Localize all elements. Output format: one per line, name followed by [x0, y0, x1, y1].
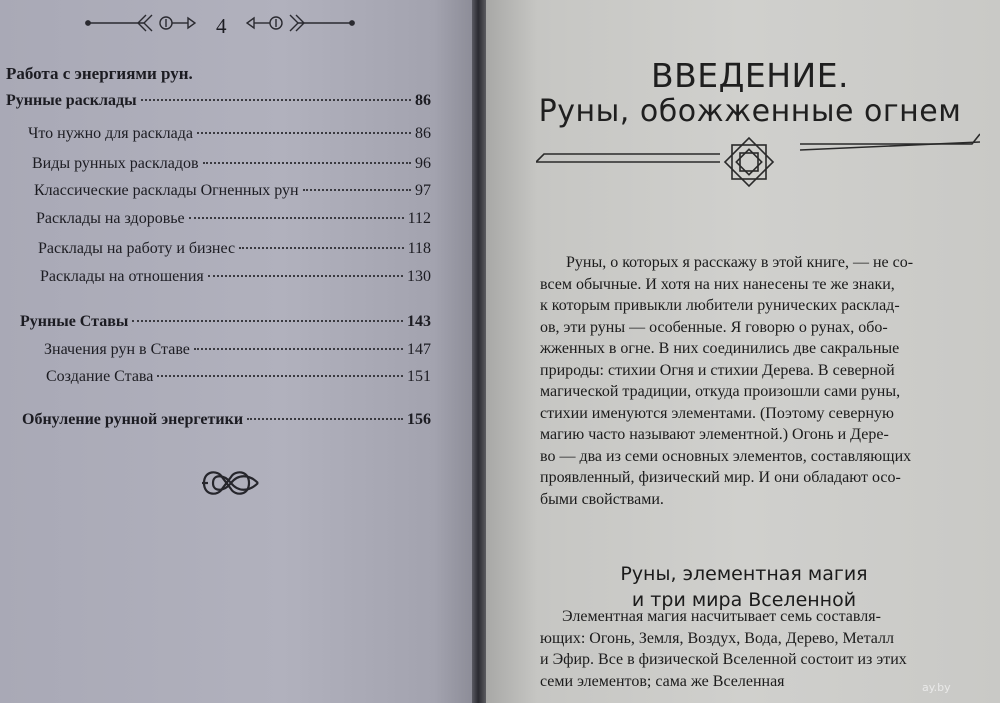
text-line: семи элементов; сама же Вселенная: [540, 672, 785, 690]
intro-paragraph: [540, 252, 976, 510]
toc-entry[interactable]: [36, 210, 431, 228]
toc-entry-label: Расклады на здоровье: [36, 210, 185, 227]
toc-entry-label: Обнуление рунной энергетики: [22, 411, 244, 428]
toc-leader-dots: [303, 189, 411, 191]
toc-section-heading: Работа с энергиями рун.: [6, 64, 193, 83]
text-line: природы: стихии Огня и стихии Дерева. В северной: [540, 361, 895, 379]
toc-entry-label: Создание Става: [46, 368, 154, 385]
toc-entry-page: 118: [407, 240, 431, 257]
elements-paragraph: [540, 606, 970, 692]
chapter-title-line2: Руны, обожженные огнем: [538, 94, 962, 129]
title-divider-ornament: [536, 132, 980, 190]
toc-entry-page: 156: [407, 411, 431, 428]
toc-leader-dots: [157, 375, 403, 377]
toc-entry-page: 151: [407, 368, 431, 385]
toc-entry[interactable]: [6, 92, 431, 110]
toc-entry[interactable]: [44, 341, 431, 359]
toc-entry-page: 130: [407, 268, 431, 285]
section-subheading-line2: и три мира Вселенной: [631, 589, 857, 611]
toc-entry-label: Расклады на отношения: [40, 268, 204, 285]
toc-leader-dots: [208, 275, 403, 277]
toc-entry[interactable]: [32, 155, 431, 173]
text-line: магической традиции, откуда произошли сами руны,: [540, 383, 901, 400]
text-line: Элементная магия насчитывает семь составля-: [562, 608, 881, 625]
toc-entry-page: 86: [415, 92, 431, 109]
header-arrow-ornament-right: [246, 12, 356, 34]
text-line: ов, эти руны — особенные. Я говорю о рунах, обо-: [540, 318, 888, 336]
text-line: и Эфир. Все в физической Вселенной состоит из этих: [540, 651, 907, 668]
toc-leader-dots: [132, 320, 403, 322]
watermark: ay.by: [922, 681, 951, 694]
text-line: жженных в огне. В них соединились две сакральные: [540, 340, 900, 357]
left-page: [0, 0, 472, 703]
toc-leader-dots: [197, 132, 411, 134]
text-line: стихии именуются элементами. (Поэтому северную: [540, 404, 894, 422]
text-line: магию часто называют элементной.) Огонь и Дере-: [540, 426, 889, 443]
toc-entry[interactable]: [38, 240, 431, 258]
section-subheading-line1: Руны, элементная магия: [620, 563, 868, 585]
toc-entry[interactable]: [34, 182, 431, 200]
toc-leader-dots: [203, 162, 411, 164]
toc-entry-page: 143: [407, 313, 431, 330]
toc-entry-label: Виды рунных раскладов: [32, 155, 199, 172]
toc-entry-label: Расклады на работу и бизнес: [38, 240, 236, 257]
toc-entry-label: Рунные расклады: [6, 92, 137, 109]
toc-entry-page: 96: [415, 155, 431, 172]
text-line: проявленный, физический мир. И они обладают осо-: [540, 469, 901, 486]
text-line: к которым привыкли любители рунических расклад-: [540, 297, 900, 314]
toc-entry[interactable]: [28, 125, 431, 143]
toc-entry-label: Классические расклады Огненных рун: [34, 182, 299, 199]
toc-entry[interactable]: [20, 313, 431, 331]
text-line: Руны, о которых я расскажу в этой книге, — не со-: [566, 254, 914, 271]
toc-entry[interactable]: [46, 368, 431, 386]
toc-entry[interactable]: [22, 411, 431, 429]
toc-entry-page: 86: [415, 125, 431, 142]
toc-entry-label: Рунные Ставы: [20, 313, 129, 330]
header-arrow-ornament-left: [84, 12, 196, 34]
text-line: всем обычные. И хотя на них нанесены те же знаки,: [540, 275, 895, 293]
celtic-knot-icon: [200, 466, 262, 500]
chapter-title-line1: ВВЕДЕНИЕ.: [650, 56, 850, 95]
toc-leader-dots: [194, 348, 403, 350]
toc-entry-page: 112: [407, 210, 431, 227]
toc-leader-dots: [189, 217, 404, 219]
toc-leader-dots: [247, 418, 403, 420]
toc-leader-dots: [141, 99, 411, 101]
toc-entry-page: 97: [415, 182, 431, 199]
text-line: ющих: Огонь, Земля, Воздух, Вода, Дерево, Металл: [540, 629, 895, 647]
text-line: быми свойствами.: [540, 490, 664, 508]
page-number: 4: [216, 14, 227, 38]
text-line: во — два из семи основных элементов, составляющих: [540, 447, 912, 465]
toc-entry[interactable]: [40, 268, 431, 286]
toc-entry-label: Значения рун в Ставе: [44, 341, 190, 358]
toc-entry-page: 147: [407, 341, 431, 358]
toc-entry-label: Что нужно для расклада: [28, 125, 193, 142]
toc-leader-dots: [239, 247, 404, 249]
